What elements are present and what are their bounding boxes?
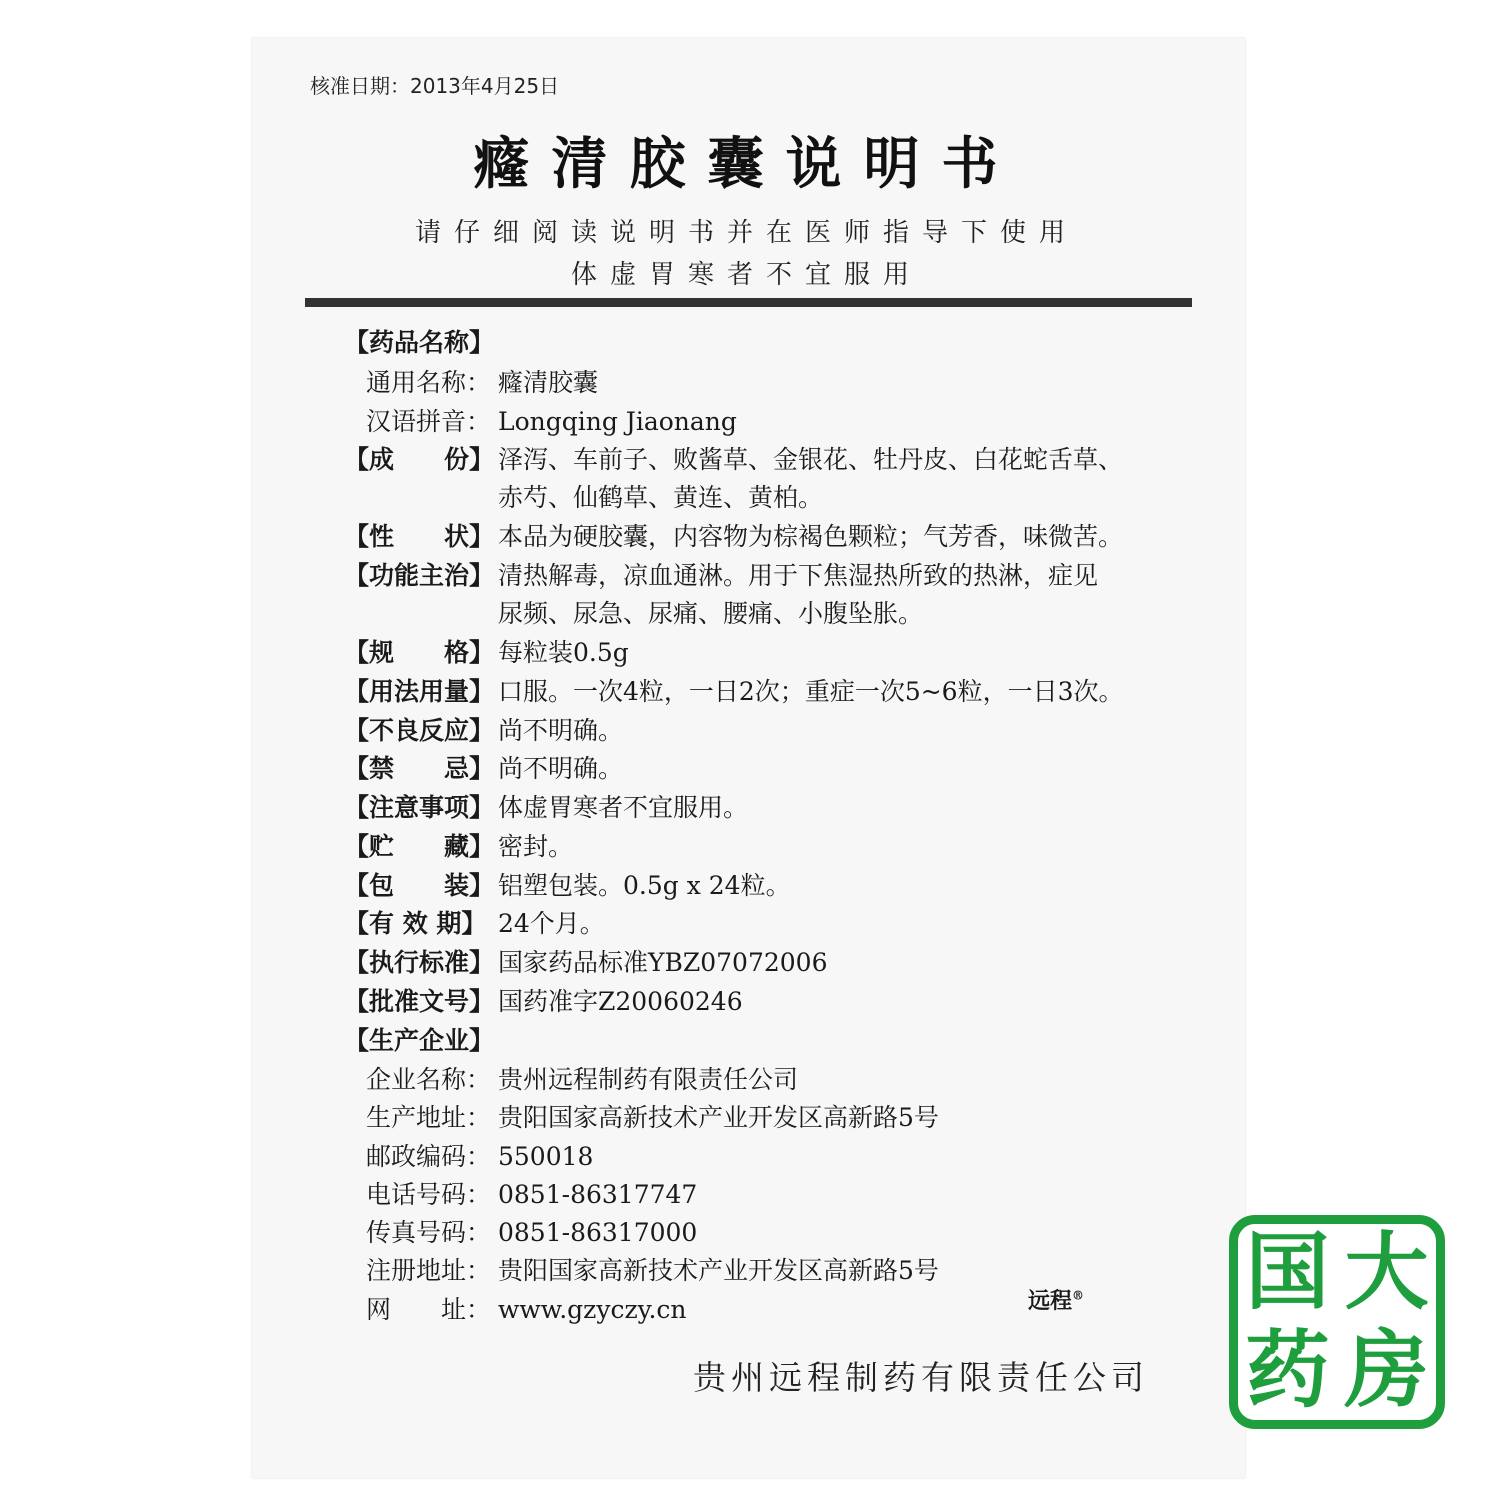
warning-line-1: 请仔细阅读说明书并在医师指导下使用 xyxy=(414,218,1078,248)
section-value: 铝塑包装。0.5g x 24粒。 xyxy=(498,871,791,900)
section-value: 口服。一次4粒，一日2次；重症一次5~6粒，一日3次。 xyxy=(498,677,1124,706)
section-label: 【生产企业】 xyxy=(344,1026,495,1055)
brand-mark xyxy=(1028,1284,1084,1315)
section-label: 【贮 藏】 xyxy=(344,832,495,861)
generic-name-row xyxy=(366,364,598,402)
section-label: 【不良反应】 xyxy=(344,716,495,745)
section-value: 24个月。 xyxy=(498,909,605,938)
section-value: 密封。 xyxy=(498,832,574,861)
section-label: 【包 装】 xyxy=(344,871,495,900)
section-label: 【规 格】 xyxy=(344,638,495,667)
section-value: 尚不明确。 xyxy=(498,754,624,783)
section-value: 国药准字Z20060246 xyxy=(498,987,743,1016)
field-key: 邮政编码： xyxy=(366,1142,492,1171)
field-value: Longqing Jiaonang xyxy=(498,407,737,436)
section-value: 本品为硬胶囊，内容物为棕褐色颗粒；气芳香，味微苦。 xyxy=(498,522,1124,551)
section-label: 【功能主治】 xyxy=(344,561,495,590)
field-key: 生产地址： xyxy=(366,1103,492,1132)
section-label: 【禁 忌】 xyxy=(344,754,495,783)
field-value: 癃清胶囊 xyxy=(498,368,599,397)
production-address-row xyxy=(366,1099,939,1137)
phone-row xyxy=(366,1176,697,1214)
section-value: 尚不明确。 xyxy=(498,716,624,745)
field-key: 注册地址： xyxy=(366,1256,492,1285)
field-value: 贵州远程制药有限责任公司 xyxy=(498,1065,799,1094)
field-key: 企业名称： xyxy=(366,1065,492,1094)
pinyin-row xyxy=(366,403,737,441)
section-value: 每粒装0.5g xyxy=(498,638,629,667)
fax-row xyxy=(366,1214,697,1252)
badge-char: 国 xyxy=(1245,1223,1330,1321)
field-key: 电话号码： xyxy=(366,1180,492,1209)
registered-address-row xyxy=(366,1252,939,1290)
section-label: 【药品名称】 xyxy=(344,328,495,357)
section-label: 【成 份】 xyxy=(344,445,495,474)
section-value: 体虚胃寒者不宜服用。 xyxy=(498,793,749,822)
section-label: 【批准文号】 xyxy=(344,987,495,1016)
field-value: 0851-86317000 xyxy=(498,1218,698,1247)
warning-line-2: 体虚胃寒者不宜服用 xyxy=(570,260,922,290)
section-label: 【注意事项】 xyxy=(344,793,495,822)
approval-date: 核准日期：2013年4月25日 xyxy=(310,74,560,98)
brand-mark-text: 远程 xyxy=(1028,1288,1073,1314)
section-label: 【执行标准】 xyxy=(344,948,495,977)
field-value: 贵阳国家高新技术产业开发区高新路5号 xyxy=(498,1256,939,1285)
field-value: 550018 xyxy=(498,1142,594,1171)
postal-code-row xyxy=(366,1138,593,1176)
website-row xyxy=(366,1291,687,1329)
field-value: www.gzyczy.cn xyxy=(498,1295,687,1324)
field-key: 传真号码： xyxy=(366,1218,492,1247)
badge-char: 大 xyxy=(1344,1223,1429,1321)
page-title: 癃清胶囊说明书 xyxy=(473,131,1020,197)
footer-company: 贵州远程制药有限责任公司 xyxy=(693,1358,1149,1397)
field-value: 贵阳国家高新技术产业开发区高新路5号 xyxy=(498,1103,939,1132)
section-label: 【有 效 期】 xyxy=(344,909,487,938)
field-value: 0851-86317747 xyxy=(498,1180,698,1209)
section-value-line-2: 赤芍、仙鹤草、黄连、黄柏。 xyxy=(498,483,824,512)
badge-char: 药 xyxy=(1245,1321,1330,1419)
field-key: 汉语拼音： xyxy=(366,407,492,436)
section-label: 【用法用量】 xyxy=(344,677,495,706)
section-value-line-1: 泽泻、车前子、败酱草、金银花、牡丹皮、白花蛇舌草、 xyxy=(498,445,1124,474)
registered-mark: ® xyxy=(1072,1288,1085,1303)
field-key: 网 址： xyxy=(366,1295,492,1324)
section-value-line-2: 尿频、尿急、尿痛、腰痛、小腹坠胀。 xyxy=(498,599,924,628)
section-value: 国家药品标准YBZ07072006 xyxy=(498,948,828,977)
pharmacy-badge-logo xyxy=(1229,1215,1445,1429)
divider-rule xyxy=(305,298,1192,307)
field-key: 通用名称： xyxy=(366,368,492,397)
badge-char: 房 xyxy=(1344,1321,1429,1419)
section-value-line-1: 清热解毒，凉血通淋。用于下焦湿热所致的热淋，症见 xyxy=(498,561,1099,590)
section-label: 【性 状】 xyxy=(344,522,495,551)
manufacturer-name-row xyxy=(366,1061,798,1099)
